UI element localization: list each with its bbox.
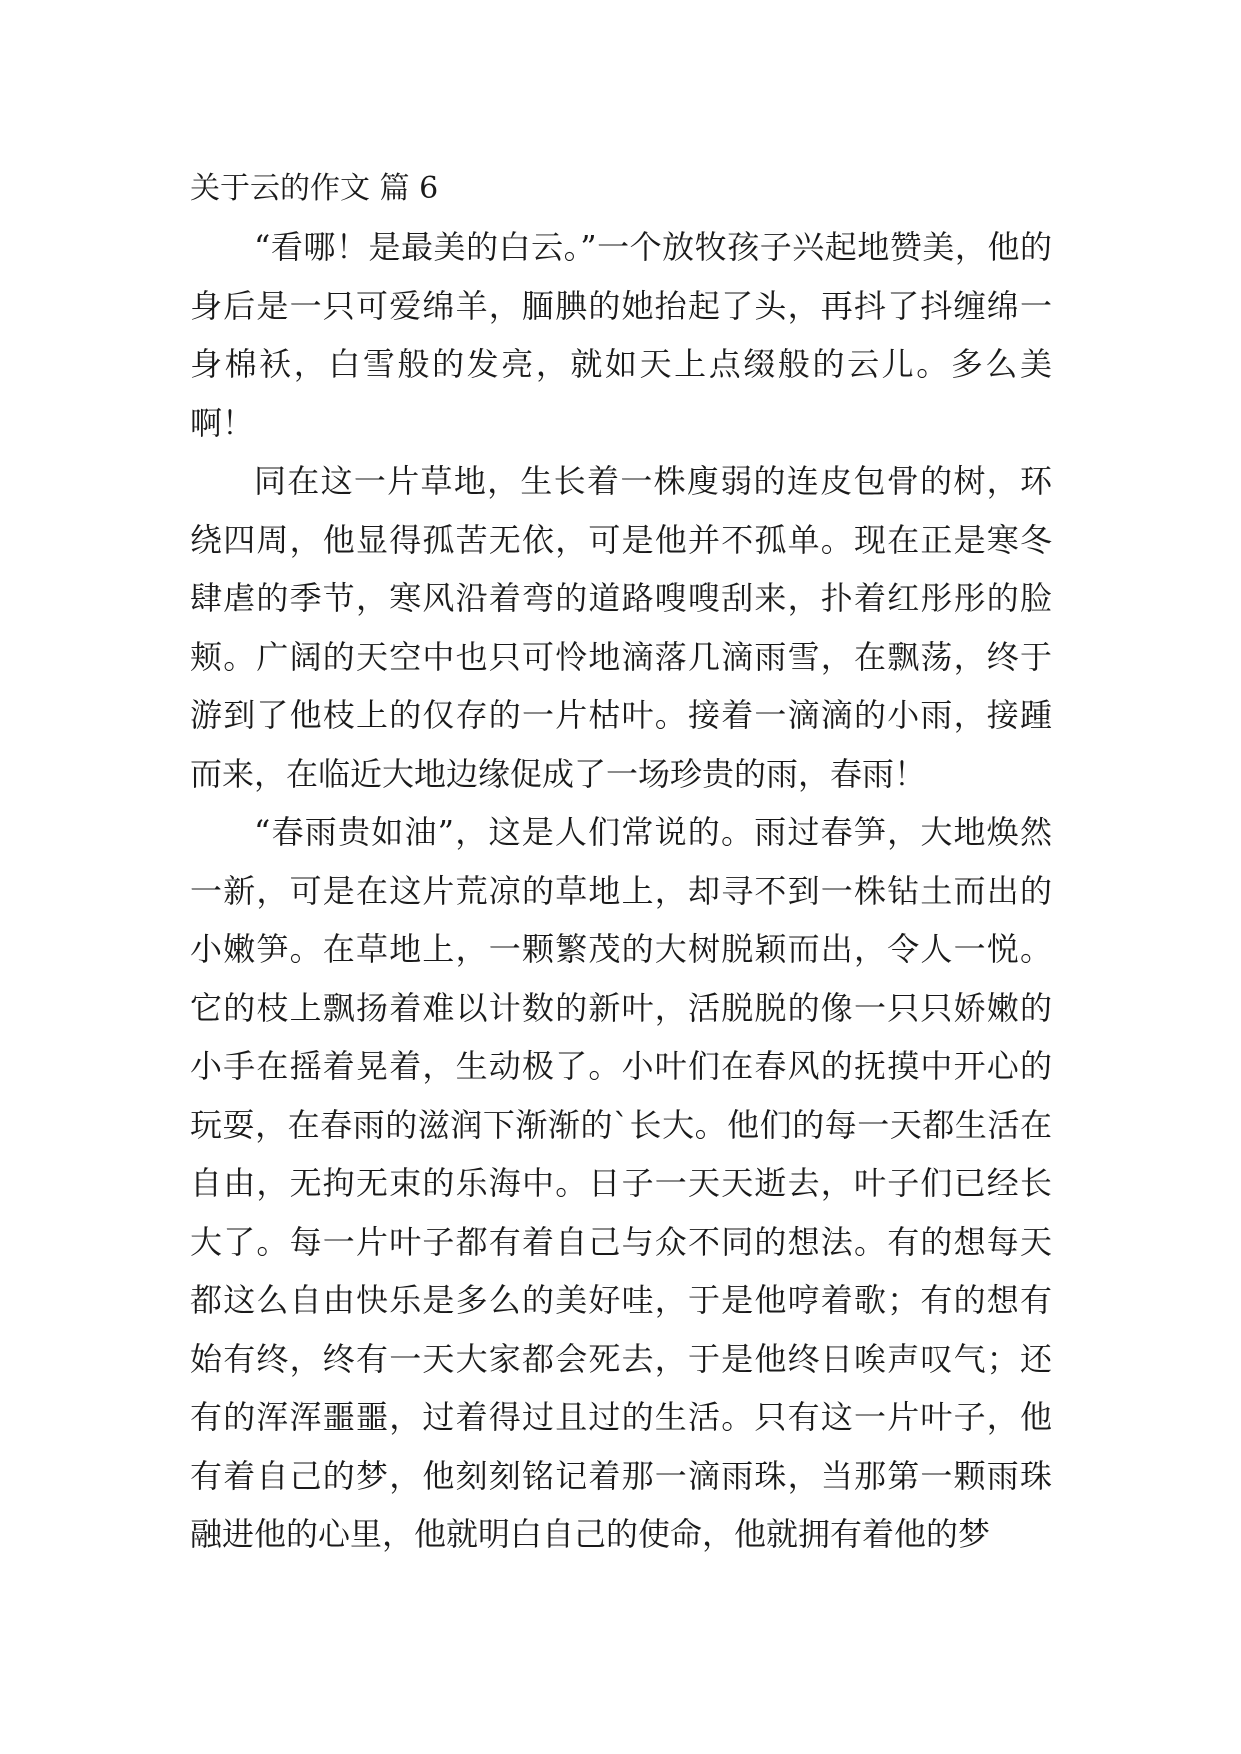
essay-title: 关于云的作文 篇 6 <box>190 171 439 206</box>
paragraph-1: “看哪！是最美的白云。”一个放牧孩子兴起地赞美，他的身后是一只可爱绵羊，腼腆的她抬起了头，再抖了抖缠绵一身棉袄，白雪般的发亮，就如天上点缀般的云儿。多么美啊！ <box>190 228 1052 442</box>
paragraph-2: 同在这一片草地，生长着一株廋弱的连皮包骨的树，环绕四周，他显得孤苦无依，可是他并不孤单。现在正是寒冬肆虐的季节，寒风沿着弯的道路嗖嗖刮来，扑着红彤彤的脸颊。广阔的天空中也只可怜地滴落几滴雨雪，在飘荡，终于游到了他枝上的仅存的一片枯叶。接着一滴滴的小雨，接踵而来，在临近大地边缘促成了一场珍贵的雨，春雨！ <box>190 462 1052 793</box>
paragraph-3: “春雨贵如油”，这是人们常说的。雨过春笋，大地焕然一新，可是在这片荒凉的草地上，却寻不到一株钻土而出的小嫩笋。在草地上，一颗繁茂的大树脱颖而出，令人一悦。它的枝上飘扬着难以计数的新叶，活脱脱的像一只只娇嫩的小手在摇着晃着，生动极了。小叶们在春风的抚摸中开心的玩耍，在春雨的滋润下渐渐的`长大。他们的每一天都生活在自由，无拘无束的乐海中。日子一天天逝去，叶子们已经长大了。每一片叶子都有着自己与众不同的想法。有的想每天都这么自由快乐是多么的美好哇，于是他哼着歌；有的想有始有终，终有一天大家都会死去，于是他终日唉声叹气；还有的浑浑噩噩，过着得过且过的生活。只有这一片叶子，他有着自己的梦，他刻刻铭记着那一滴雨珠，当那第一颗雨珠融进他的心里，他就明白自己的使命，他就拥有着他的梦 <box>190 813 1052 1553</box>
document-page <box>190 160 1052 1564</box>
